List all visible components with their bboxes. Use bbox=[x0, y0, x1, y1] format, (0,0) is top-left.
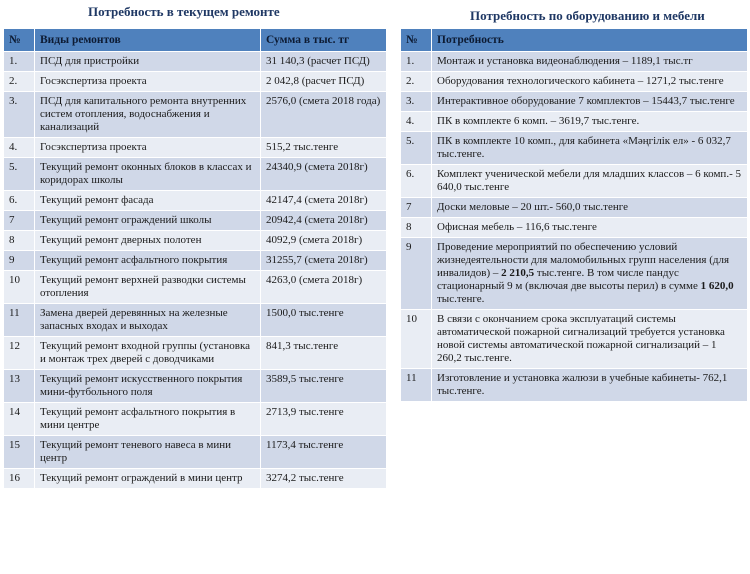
column-header-number: № bbox=[401, 29, 432, 52]
repair-sum: 42147,4 (смета 2018г) bbox=[261, 191, 387, 211]
row-number: 2. bbox=[4, 72, 35, 92]
repair-type: Текущий ремонт асфальтного покрытия в мини центре bbox=[35, 403, 261, 436]
right-table-title: Потребность по оборудованию и мебели bbox=[470, 8, 705, 23]
row-number: 5. bbox=[4, 158, 35, 191]
need-text: Оборудования технологического кабинета – 1271,2 тыс.тенге bbox=[432, 72, 748, 92]
repair-sum: 4263,0 (смета 2018г) bbox=[261, 271, 387, 304]
table-row bbox=[4, 211, 387, 231]
column-header-sum: Сумма в тыс. тг bbox=[261, 29, 387, 52]
table-row bbox=[4, 337, 387, 370]
repair-sum: 1173,4 тыс.тенге bbox=[261, 436, 387, 469]
repair-sum: 4092,9 (смета 2018г) bbox=[261, 231, 387, 251]
repair-sum: 2 042,8 (расчет ПСД) bbox=[261, 72, 387, 92]
need-text: Изготовление и установка жалюзи в учебные кабинеты- 762,1 тыс.тенге. bbox=[432, 369, 748, 402]
row-number: 4. bbox=[4, 138, 35, 158]
repair-sum: 31255,7 (смета 2018г) bbox=[261, 251, 387, 271]
row-number: 16 bbox=[4, 469, 35, 489]
table-row bbox=[401, 165, 748, 198]
repair-sum: 24340,9 (смета 2018г) bbox=[261, 158, 387, 191]
row-number: 11 bbox=[401, 369, 432, 402]
row-number: 9 bbox=[401, 238, 432, 310]
need-text-part: тыс.тенге. bbox=[437, 293, 485, 305]
repair-type: Текущий ремонт входной группы (установка и монтаж трех дверей с доводчиками bbox=[35, 337, 261, 370]
row-number: 2. bbox=[401, 72, 432, 92]
equipment-table bbox=[400, 28, 748, 402]
repair-sum: 3589,5 тыс.тенге bbox=[261, 370, 387, 403]
table-row bbox=[4, 52, 387, 72]
row-number: 5. bbox=[401, 132, 432, 165]
row-number: 10 bbox=[4, 271, 35, 304]
need-text-part: Проведение мероприятий по обеспечению условий жизнедеятельности для маломобильных групп населения (для инвалидов) – bbox=[437, 241, 730, 279]
row-number: 3. bbox=[4, 92, 35, 138]
table-row bbox=[4, 191, 387, 211]
column-header-repair-type: Виды ремонтов bbox=[35, 29, 261, 52]
table-row bbox=[401, 112, 748, 132]
repair-type: Текущий ремонт фасада bbox=[35, 191, 261, 211]
need-text bbox=[432, 238, 748, 310]
table-header-row bbox=[4, 29, 387, 52]
repair-sum: 20942,4 (смета 2018г) bbox=[261, 211, 387, 231]
row-number: 11 bbox=[4, 304, 35, 337]
table-row bbox=[401, 369, 748, 402]
need-text: Комплект ученической мебели для младших классов – 6 комп.- 5 640,0 тыс.тенге bbox=[432, 165, 748, 198]
table-row bbox=[4, 403, 387, 436]
need-text: ПК в комплекте 10 комп., для кабинета «Мәңгілік ел» - 6 032,7 тыс.тенге. bbox=[432, 132, 748, 165]
need-text: Доски меловые – 20 шт.- 560,0 тыс.тенге bbox=[432, 198, 748, 218]
table-row bbox=[401, 238, 748, 310]
row-number: 6. bbox=[4, 191, 35, 211]
repair-type: Текущий ремонт ограждений школы bbox=[35, 211, 261, 231]
repairs-table bbox=[3, 28, 387, 489]
table-row bbox=[4, 92, 387, 138]
table-row bbox=[401, 198, 748, 218]
repair-type: Текущий ремонт ограждений в мини центр bbox=[35, 469, 261, 489]
repair-sum: 2713,9 тыс.тенге bbox=[261, 403, 387, 436]
table-row bbox=[4, 158, 387, 191]
need-text: Интерактивное оборудование 7 комплектов – 15443,7 тыс.тенге bbox=[432, 92, 748, 112]
row-number: 8 bbox=[4, 231, 35, 251]
repair-type: Госэкспертиза проекта bbox=[35, 72, 261, 92]
row-number: 12 bbox=[4, 337, 35, 370]
repair-sum: 3274,2 тыс.тенге bbox=[261, 469, 387, 489]
need-text: В связи с окончанием срока эксплуатаций системы автоматической пожарной сигнализаций требуется установка новой системы автоматической пожарной сигнализаций – 1 260,2 тыс.тенге. bbox=[432, 310, 748, 369]
row-number: 13 bbox=[4, 370, 35, 403]
need-amount-bold: 1 620,0 bbox=[700, 280, 734, 292]
table-row bbox=[4, 271, 387, 304]
row-number: 14 bbox=[4, 403, 35, 436]
table-row bbox=[4, 251, 387, 271]
need-text: ПК в комплекте 6 комп. – 3619,7 тыс.тенге. bbox=[432, 112, 748, 132]
table-header-row bbox=[401, 29, 748, 52]
table-row bbox=[4, 304, 387, 337]
row-number: 1. bbox=[401, 52, 432, 72]
row-number: 9 bbox=[4, 251, 35, 271]
repair-sum: 2576,0 (смета 2018 года) bbox=[261, 92, 387, 138]
row-number: 3. bbox=[401, 92, 432, 112]
row-number: 15 bbox=[4, 436, 35, 469]
repair-sum: 515,2 тыс.тенге bbox=[261, 138, 387, 158]
need-text: Офисная мебель – 116,6 тыс.тенге bbox=[432, 218, 748, 238]
repair-sum: 31 140,3 (расчет ПСД) bbox=[261, 52, 387, 72]
row-number: 6. bbox=[401, 165, 432, 198]
table-row bbox=[401, 52, 748, 72]
table-row bbox=[401, 72, 748, 92]
row-number: 4. bbox=[401, 112, 432, 132]
repair-type: Текущий ремонт теневого навеса в мини центр bbox=[35, 436, 261, 469]
table-row bbox=[4, 72, 387, 92]
left-table-title: Потребность в текущем ремонте bbox=[88, 4, 280, 19]
table-row bbox=[4, 436, 387, 469]
repair-type: Текущий ремонт искусственного покрытия мини-футбольного поля bbox=[35, 370, 261, 403]
repair-type: Госэкспертиза проекта bbox=[35, 138, 261, 158]
column-header-number: № bbox=[4, 29, 35, 52]
table-row bbox=[4, 469, 387, 489]
repair-sum: 841,3 тыс.тенге bbox=[261, 337, 387, 370]
repair-sum: 1500,0 тыс.тенге bbox=[261, 304, 387, 337]
repair-type: ПСД для пристройки bbox=[35, 52, 261, 72]
repair-type: Текущий ремонт верхней разводки системы отопления bbox=[35, 271, 261, 304]
need-amount-bold: 2 210,5 bbox=[501, 267, 535, 279]
table-row bbox=[4, 231, 387, 251]
repair-type: Текущий ремонт оконных блоков в классах и коридорах школы bbox=[35, 158, 261, 191]
row-number: 8 bbox=[401, 218, 432, 238]
row-number: 1. bbox=[4, 52, 35, 72]
table-row bbox=[4, 138, 387, 158]
repair-type: ПСД для капитального ремонта внутренних систем отопления, водоснабжения и канализаций bbox=[35, 92, 261, 138]
column-header-need: Потребность bbox=[432, 29, 748, 52]
row-number: 7 bbox=[401, 198, 432, 218]
repair-type: Текущий ремонт дверных полотен bbox=[35, 231, 261, 251]
need-text-part: тыс.тенге. В том числе пандус стационарный 9 м (включая две высоты перил) в сумме bbox=[437, 267, 698, 292]
table-row bbox=[401, 310, 748, 369]
repair-type: Замена дверей деревянных на железные запасных входах и выходах bbox=[35, 304, 261, 337]
need-text: Монтаж и установка видеонаблюдения – 1189,1 тыс.тг bbox=[432, 52, 748, 72]
table-row bbox=[401, 218, 748, 238]
table-row bbox=[4, 370, 387, 403]
row-number: 10 bbox=[401, 310, 432, 369]
table-row bbox=[401, 92, 748, 112]
repair-type: Текущий ремонт асфальтного покрытия bbox=[35, 251, 261, 271]
table-row bbox=[401, 132, 748, 165]
row-number: 7 bbox=[4, 211, 35, 231]
